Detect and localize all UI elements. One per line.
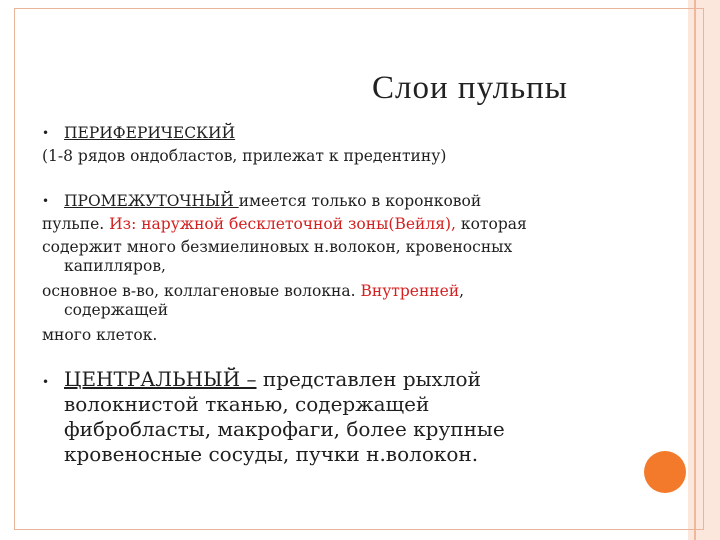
decorative-orange-circle bbox=[644, 451, 686, 493]
central-line-3: фибробласты, макрофаги, более крупные bbox=[64, 417, 505, 441]
slide-body bbox=[42, 122, 662, 467]
intermediate-text-2b: которая bbox=[455, 215, 527, 233]
intermediate-text-2-red: Из: наружной бесклеточной зоны(Вейля), bbox=[109, 215, 456, 233]
intermediate-text-5a: основное в-во, коллагеновые волокна. bbox=[42, 282, 361, 300]
slide-title-text: Слои пульпы bbox=[372, 70, 568, 106]
intermediate-text-2a: пульпе. bbox=[42, 215, 110, 233]
intermediate-heading: ПРОМЕЖУТОЧНЫЙ bbox=[64, 192, 239, 210]
intermediate-text-1: имеется только в коронковой bbox=[238, 192, 482, 210]
bullet-icon: • bbox=[42, 194, 50, 208]
central-heading: ЦЕНТРАЛЬНЫЙ – bbox=[64, 367, 257, 391]
intermediate-line-7: много клеток. bbox=[42, 326, 158, 344]
intermediate-line-4: капилляров, bbox=[64, 257, 166, 275]
intermediate-line-3: содержит много безмиелиновых н.волокон, кровеносных bbox=[42, 238, 513, 256]
intermediate-line-2 bbox=[42, 213, 662, 236]
slide-title bbox=[0, 70, 720, 107]
central-line-4: кровеносные сосуды, пучки н.волокон. bbox=[64, 442, 479, 466]
intermediate-text-5-red: Внутренней bbox=[360, 282, 460, 300]
peripheral-heading: ПЕРИФЕРИЧЕСКИЙ bbox=[64, 124, 236, 142]
peripheral-description: (1-8 рядов ондобластов, прилежат к предентину) bbox=[42, 147, 447, 165]
central-text-1: представлен рыхлой bbox=[256, 367, 481, 391]
intermediate-text-5b: , bbox=[459, 282, 465, 300]
bullet-intermediate bbox=[42, 190, 662, 213]
intermediate-line-6: содержащей bbox=[64, 301, 169, 319]
bullet-icon: • bbox=[42, 375, 50, 389]
bullet-icon: • bbox=[42, 126, 50, 140]
bullet-peripheral bbox=[42, 122, 662, 145]
central-line-2: волокнистой тканью, содержащей bbox=[64, 392, 430, 416]
bullet-central bbox=[42, 367, 662, 392]
intermediate-line-5 bbox=[42, 280, 662, 303]
